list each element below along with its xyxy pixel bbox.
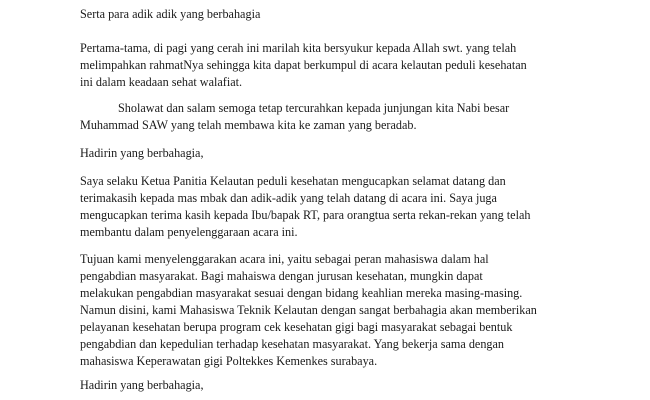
paragraph-line: melakukan pengabdian masyarakat sesuai dengan bidang keahlian mereka masing-masing.	[80, 286, 523, 300]
greeting-line: Hadirin yang berbahagia,	[80, 146, 204, 160]
paragraph-line: Namun disini, kami Mahasiswa Teknik Kelautan dengan sangat berbahagia akan memberikan	[80, 303, 537, 317]
paragraph-line: pengabdian dan kepedulian terhadap kesehatan masyarakat. Yang bekerja sama dengan	[80, 337, 505, 351]
paragraph-line: pelayanan kesehatan berupa program cek kesehatan gigi bagi masyarakat sebagai bentuk	[80, 320, 513, 334]
paragraph-line: membantu dalam penyelenggaraan acara ini.	[80, 225, 298, 239]
paragraph-line: mahasiswa Keperawatan gigi Poltekkes Kemenkes surabaya.	[80, 354, 378, 368]
paragraph-line: terimakasih kepada mas mbak dan adik-adik yang telah datang di acara ini. Saya juga	[80, 191, 497, 205]
paragraph-line: ini dalam keadaan sehat walafiat.	[80, 75, 243, 89]
paragraph-line: Saya selaku Ketua Panitia Kelautan peduli kesehatan mengucapkan selamat datang dan	[80, 174, 506, 188]
paragraph-line: pengabdian masyarakat. Bagi mahaiswa dengan jurusan kesehatan, mungkin dapat	[80, 269, 483, 283]
paragraph-line: Muhammad SAW yang telah membawa kita ke zaman yang beradab.	[80, 118, 417, 132]
greeting-line: Serta para adik adik yang berbahagia	[80, 7, 261, 21]
paragraph-line: Pertama-tama, di pagi yang cerah ini marilah kita bersyukur kepada Allah swt. yang telah	[80, 41, 517, 55]
paragraph-line: mengucapkan terima kasih kepada Ibu/bapak RT, para orangtua serta rekan-rekan yang telah	[80, 208, 531, 222]
greeting-line: Hadirin yang berbahagia,	[80, 378, 204, 392]
paragraph-line: Tujuan kami menyelenggarakan acara ini, yaitu sebagai peran mahasiswa dalam hal	[80, 252, 489, 266]
paragraph-line: Sholawat dan salam semoga tetap tercurahkan kepada junjungan kita Nabi besar	[118, 101, 510, 115]
paragraph-line: melimpahkan rahmatNya sehingga kita dapat berkumpul di acara kelautan peduli kesehatan	[80, 58, 527, 72]
